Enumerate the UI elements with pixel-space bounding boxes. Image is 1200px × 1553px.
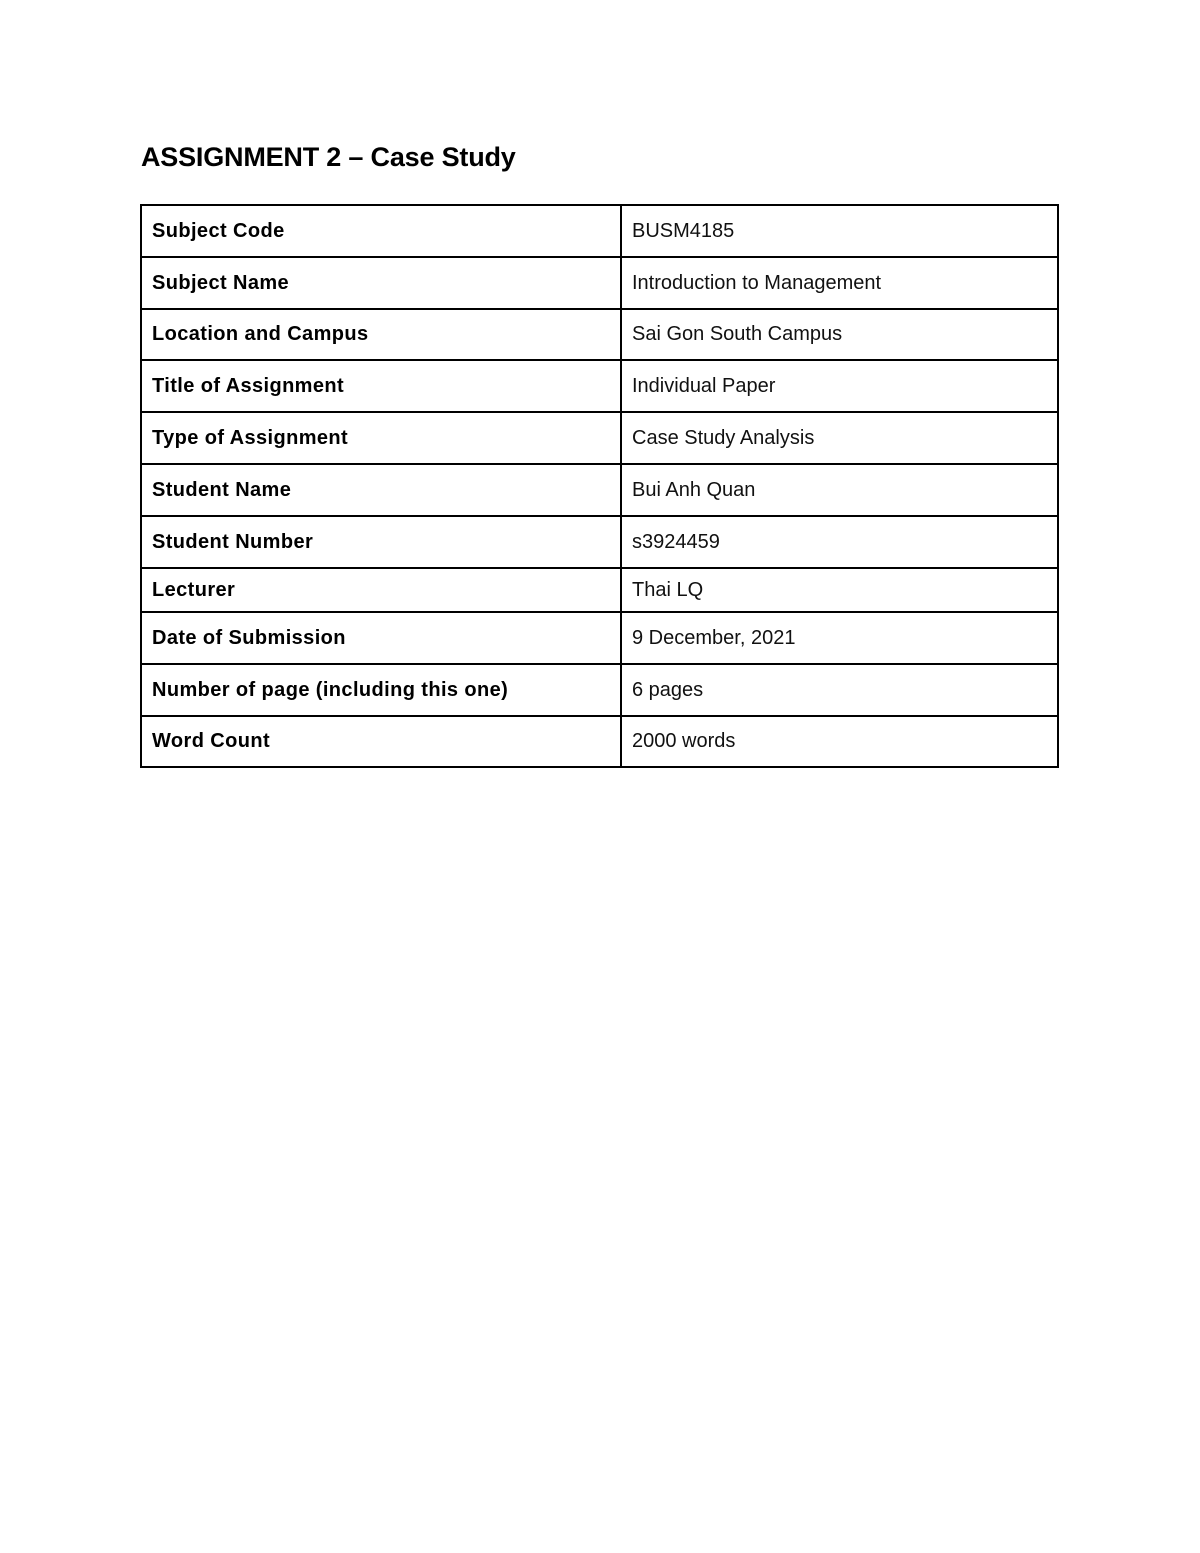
row-label: Type of Assignment: [141, 412, 621, 464]
table-row: [141, 568, 1058, 612]
row-value: Individual Paper: [621, 360, 1058, 412]
row-value: s3924459: [621, 516, 1058, 568]
row-label: Location and Campus: [141, 309, 621, 360]
row-value: 9 December, 2021: [621, 612, 1058, 664]
document-title: ASSIGNMENT 2 – Case Study: [141, 142, 516, 172]
table-row: [141, 464, 1058, 516]
table-row: [141, 612, 1058, 664]
row-value: 6 pages: [621, 664, 1058, 716]
table-row: [141, 309, 1058, 360]
row-label: Date of Submission: [141, 612, 621, 664]
row-value: Case Study Analysis: [621, 412, 1058, 464]
table-row: [141, 716, 1058, 767]
row-label: Lecturer: [141, 568, 621, 612]
row-label: Student Name: [141, 464, 621, 516]
row-value: BUSM4185: [621, 205, 1058, 257]
row-label: Number of page (including this one): [141, 664, 621, 716]
row-value: Sai Gon South Campus: [621, 309, 1058, 360]
table-row: [141, 664, 1058, 716]
row-value: 2000 words: [621, 716, 1058, 767]
row-label: Student Number: [141, 516, 621, 568]
table-row: [141, 412, 1058, 464]
assignment-info-table: [140, 204, 1059, 768]
row-label: Title of Assignment: [141, 360, 621, 412]
table-row: [141, 360, 1058, 412]
table-row: [141, 205, 1058, 257]
row-label: Subject Name: [141, 257, 621, 309]
table-row: [141, 516, 1058, 568]
row-value: Bui Anh Quan: [621, 464, 1058, 516]
row-label: Word Count: [141, 716, 621, 767]
row-value: Thai LQ: [621, 568, 1058, 612]
table-row: [141, 257, 1058, 309]
row-label: Subject Code: [141, 205, 621, 257]
row-value: Introduction to Management: [621, 257, 1058, 309]
